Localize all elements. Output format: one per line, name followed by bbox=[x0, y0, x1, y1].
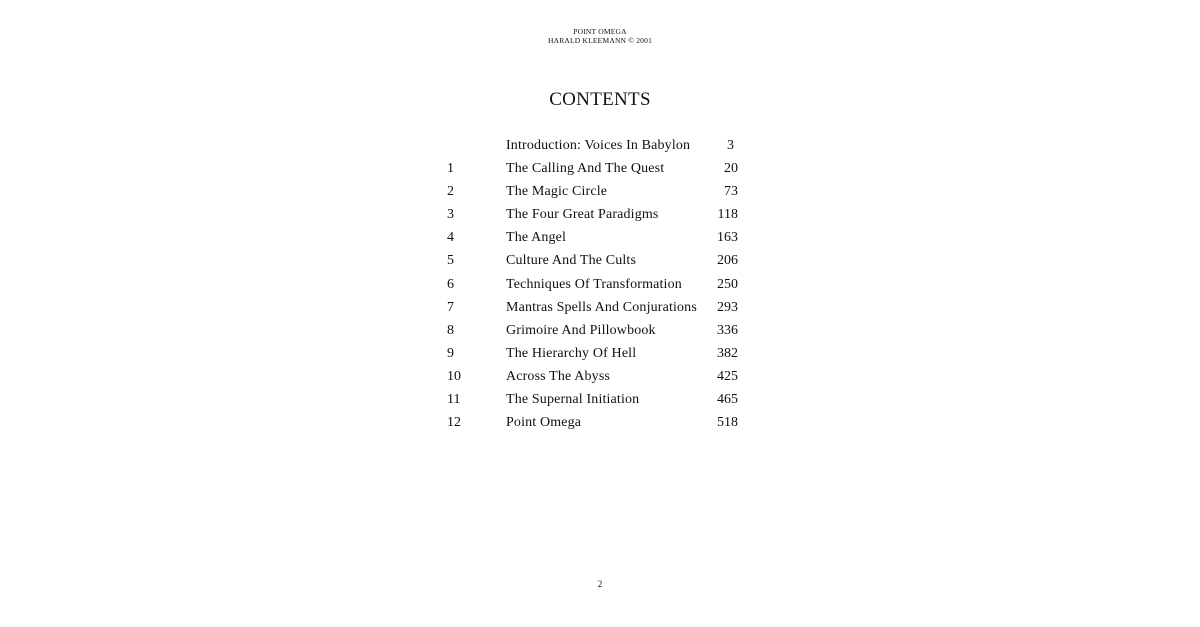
toc-chapter-title: The Calling And The Quest bbox=[506, 161, 665, 177]
toc-page-number: 336 bbox=[717, 322, 738, 338]
toc-row bbox=[0, 413, 1200, 436]
toc-row bbox=[0, 390, 1200, 413]
toc-page-number: 293 bbox=[717, 299, 738, 315]
toc-row bbox=[0, 251, 1200, 274]
toc-chapter-title: Introduction: Voices In Babylon bbox=[506, 138, 691, 153]
toc-page-number: 465 bbox=[717, 392, 738, 408]
toc-chapter-number: 9 bbox=[447, 345, 454, 361]
toc-chapter-title: Point Omega bbox=[506, 415, 582, 431]
toc-chapter-number: 8 bbox=[447, 322, 454, 338]
toc-chapter-number: 6 bbox=[447, 276, 454, 292]
toc-page-number: 73 bbox=[724, 184, 738, 200]
page-number-footer: 2 bbox=[597, 579, 603, 589]
toc-chapter-number: 11 bbox=[447, 392, 461, 408]
toc-chapter-title: Techniques Of Transformation bbox=[506, 276, 682, 292]
toc-chapter-number: 4 bbox=[447, 230, 454, 246]
toc-page-number: 425 bbox=[717, 368, 738, 384]
toc-chapter-number: 3 bbox=[447, 207, 454, 223]
table-of-contents bbox=[0, 136, 1200, 436]
toc-page-number: 118 bbox=[717, 207, 738, 223]
toc-chapter-title: Across The Abyss bbox=[506, 368, 611, 384]
toc-row bbox=[0, 298, 1200, 321]
toc-page-number: 518 bbox=[717, 415, 738, 431]
toc-chapter-number: 2 bbox=[447, 184, 454, 200]
toc-chapter-number: 5 bbox=[447, 253, 454, 269]
toc-chapter-title: The Hierarchy Of Hell bbox=[506, 345, 637, 361]
toc-page-number: 250 bbox=[717, 276, 738, 292]
toc-chapter-title: Mantras Spells And Conjurations bbox=[506, 299, 697, 315]
toc-chapter-number: 7 bbox=[447, 299, 454, 315]
toc-chapter-number: 10 bbox=[447, 368, 461, 384]
toc-row bbox=[0, 275, 1200, 298]
toc-page-number: 20 bbox=[724, 161, 738, 177]
toc-row bbox=[0, 205, 1200, 228]
toc-row bbox=[0, 159, 1200, 182]
toc-row bbox=[0, 321, 1200, 344]
toc-page-number: 206 bbox=[717, 253, 738, 269]
toc-row bbox=[0, 136, 1200, 159]
toc-row bbox=[0, 367, 1200, 390]
toc-chapter-title: The Supernal Initiation bbox=[506, 392, 640, 408]
toc-chapter-title: Culture And The Cults bbox=[506, 253, 637, 269]
toc-chapter-number: 1 bbox=[447, 161, 454, 177]
toc-row bbox=[0, 182, 1200, 205]
toc-chapter-title: The Magic Circle bbox=[506, 184, 608, 200]
toc-chapter-title: The Four Great Paradigms bbox=[506, 207, 659, 223]
running-header bbox=[0, 27, 1200, 45]
toc-chapter-title: Grimoire And Pillowbook bbox=[506, 322, 656, 338]
toc-page-number: 3 bbox=[727, 138, 734, 153]
header-book-title: POINT OMEGA bbox=[573, 27, 627, 36]
header-author-copyright: HARALD KLEEMANN © 2001 bbox=[547, 36, 653, 45]
page-title: CONTENTS bbox=[549, 89, 651, 110]
toc-row bbox=[0, 344, 1200, 367]
toc-page-number: 163 bbox=[717, 230, 738, 246]
toc-page-number: 382 bbox=[717, 345, 738, 361]
toc-row bbox=[0, 228, 1200, 251]
toc-chapter-title: The Angel bbox=[506, 230, 567, 246]
toc-chapter-number: 12 bbox=[447, 415, 461, 431]
